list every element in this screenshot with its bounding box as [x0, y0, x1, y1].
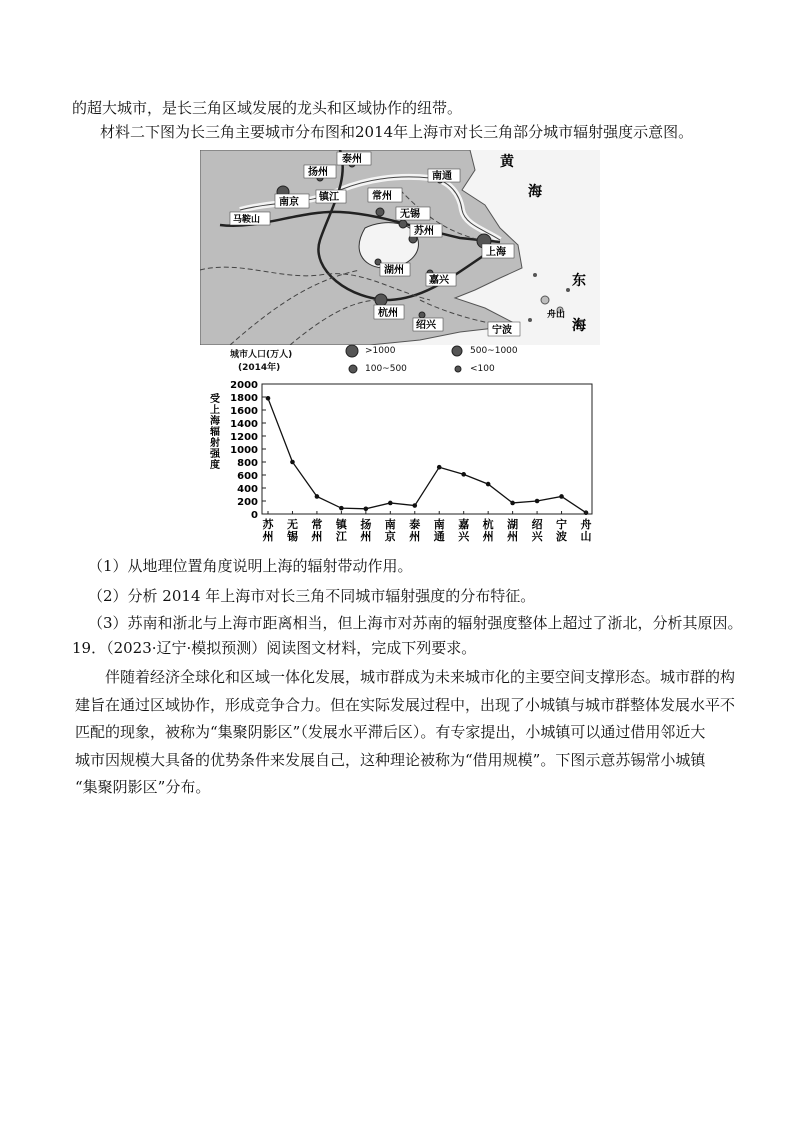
city-label-wuxi: 无锡 [400, 209, 420, 220]
city-label-maanshan: 马鞍山 [233, 215, 261, 225]
x-tick-label: 常 [311, 518, 323, 531]
city-label-huzhou: 湖州 [384, 265, 404, 276]
yangtze-delta-map [200, 150, 600, 345]
city-dot-hangzhou [375, 294, 387, 306]
y-tick-label: 400 [237, 484, 258, 495]
sea-label-hai-1: 海 [528, 184, 542, 200]
y-axis-label-char: 受 [210, 394, 220, 405]
x-tick-label: 州 [507, 530, 519, 543]
x-tick-label: 江 [335, 530, 347, 543]
x-tick-label: 湖 [507, 518, 519, 531]
y-axis-label-char: 上 [210, 405, 220, 416]
q19-paragraph-line: “集聚阴影区”分布。 [75, 778, 211, 796]
y-tick-label: 1800 [230, 393, 258, 404]
x-tick-label: 州 [262, 530, 274, 543]
x-tick-label: 宁 [556, 518, 568, 531]
x-tick-label: 无 [286, 518, 298, 531]
question-1: （1）从地理位置角度说明上海的辐射带动作用。 [88, 557, 413, 575]
legend-dot-large-icon [345, 344, 359, 358]
intro-line: 的超大城市，是长三角区域发展的龙头和区域协作的纽带。 [72, 99, 463, 117]
legend-dot-medium-icon [450, 344, 464, 358]
legend-item-4: <100 [452, 363, 495, 375]
data-point-湖州 [510, 501, 515, 506]
data-point-常州 [315, 494, 320, 499]
x-tick-label: 州 [409, 530, 421, 543]
data-point-苏州 [266, 396, 271, 401]
city-dot-wuxi [399, 220, 407, 228]
data-point-南京 [388, 501, 393, 506]
x-tick-label: 扬 [360, 518, 372, 531]
city-dot-shaoxing [419, 312, 425, 318]
x-tick-label: 州 [482, 530, 494, 543]
city-label-shanghai: 上海 [486, 247, 506, 258]
x-tick-label: 嘉 [458, 518, 470, 531]
legend-item-1: >1000 [345, 344, 395, 358]
city-label-nantong: 南通 [432, 171, 452, 182]
city-label-suzhou: 苏州 [414, 226, 434, 237]
y-axis-label-char: 射 [210, 438, 220, 449]
q19-paragraph-line: 伴随着经济全球化和区域一体化发展，城市群成为未来城市化的主要空间支撑形态。城市群的构 [75, 668, 736, 686]
x-tick-label: 锡 [286, 530, 298, 543]
x-tick-label: 绍 [531, 518, 543, 531]
x-tick-label: 京 [384, 530, 396, 543]
sea-label-dong: 东 [572, 273, 586, 289]
x-tick-label: 杭 [482, 518, 494, 531]
q19-paragraph-line: 匹配的现象，被称为“集聚阴影区”（发展水平滞后区）。有专家提出，小城镇可以通过借用邻近大 [75, 723, 706, 741]
data-point-南通 [437, 465, 442, 470]
chart-svg [200, 378, 600, 548]
data-point-嘉兴 [461, 472, 466, 477]
city-label-ningbo: 宁波 [492, 325, 512, 336]
y-tick-label: 1200 [230, 432, 258, 443]
x-tick-label: 兴 [531, 530, 543, 543]
y-axis-label-char: 海 [210, 416, 220, 427]
map-legend [200, 343, 600, 379]
chart-frame [262, 384, 592, 514]
data-point-镇江 [339, 506, 344, 511]
x-tick-label: 苏 [262, 518, 274, 531]
data-point-杭州 [486, 482, 491, 487]
data-point-扬州 [364, 507, 369, 512]
x-tick-label: 山 [580, 530, 592, 543]
y-tick-label: 1600 [230, 406, 258, 417]
city-label-shaoxing: 绍兴 [416, 320, 436, 331]
city-label-jiaxing: 嘉兴 [429, 275, 449, 286]
y-tick-label: 600 [237, 471, 258, 482]
x-tick-label: 南 [384, 518, 396, 531]
legend-item-3: 100~500 [347, 363, 407, 375]
question-19-header: 19．（2023·辽宁·模拟预测）阅读图文材料，完成下列要求。 [72, 639, 477, 657]
x-tick-label: 通 [433, 530, 445, 543]
legend-item-2: 500~1000 [450, 344, 518, 358]
data-point-宁波 [559, 494, 564, 499]
city-label-yangzhou: 扬州 [308, 167, 328, 178]
city-label-zhenjiang: 镇江 [319, 192, 339, 203]
y-axis-label-char: 辐 [210, 427, 220, 438]
question-3: （3）苏南和浙北与上海市距离相当，但上海市对苏南的辐射强度整体上超过了浙北，分析其原因。 [88, 614, 743, 632]
x-tick-label: 泰 [409, 518, 421, 531]
y-axis-label-char: 度 [210, 460, 220, 471]
material-2-text: 材料二下图为长三角主要城市分布图和2014年上海市对长三角部分城市辐射强度示意图。 [100, 123, 694, 141]
city-label-changzhou: 常州 [372, 191, 392, 202]
x-tick-label: 波 [556, 530, 568, 543]
y-tick-label: 1400 [230, 419, 258, 430]
map-svg [200, 150, 600, 345]
x-tick-label: 州 [360, 530, 372, 543]
city-label-hangzhou: 杭州 [378, 308, 398, 319]
legend-dot-small-icon [347, 363, 359, 375]
city-label-nanjing: 南京 [279, 197, 299, 208]
q19-paragraph-line: 城市因规模大具备的优势条件来发展自己，这种理论被称为“借用规模”。下图示意苏锡常小城镇 [75, 751, 706, 769]
city-dot-changzhou [376, 208, 384, 216]
x-tick-label: 州 [311, 530, 323, 543]
y-axis-label-char: 强 [210, 449, 220, 460]
x-tick-label: 兴 [458, 530, 470, 543]
y-tick-label: 800 [237, 458, 258, 469]
y-tick-label: 0 [251, 510, 258, 521]
x-tick-label: 南 [433, 518, 445, 531]
radiation-intensity-chart [200, 378, 600, 548]
y-tick-label: 200 [237, 497, 258, 508]
sea-label-huang: 黄 [500, 154, 514, 170]
question-2: （2）分析 2014 年上海市对长三角不同城市辐射强度的分布特征。 [88, 587, 536, 605]
data-point-泰州 [412, 503, 417, 508]
sea-label-hai-2: 海 [572, 318, 586, 334]
data-point-无锡 [290, 460, 295, 465]
city-label-taizhou: 泰州 [342, 154, 362, 165]
legend-title: 城市人口(万人) [230, 350, 293, 360]
y-tick-label: 2000 [230, 380, 258, 391]
legend-year: (2014年) [238, 363, 281, 373]
city-label-zhoushan: 舟山 [547, 310, 566, 320]
q19-paragraph-line: 建旨在通过区域协作，形成竞争合力。但在实际发展过程中，出现了小城镇与城市群整体发展水平不 [75, 696, 736, 714]
x-tick-label: 镇 [335, 518, 347, 531]
x-tick-label: 舟 [580, 518, 592, 531]
data-point-绍兴 [535, 499, 540, 504]
y-tick-label: 1000 [230, 445, 258, 456]
legend-dot-tiny-icon [452, 363, 464, 375]
